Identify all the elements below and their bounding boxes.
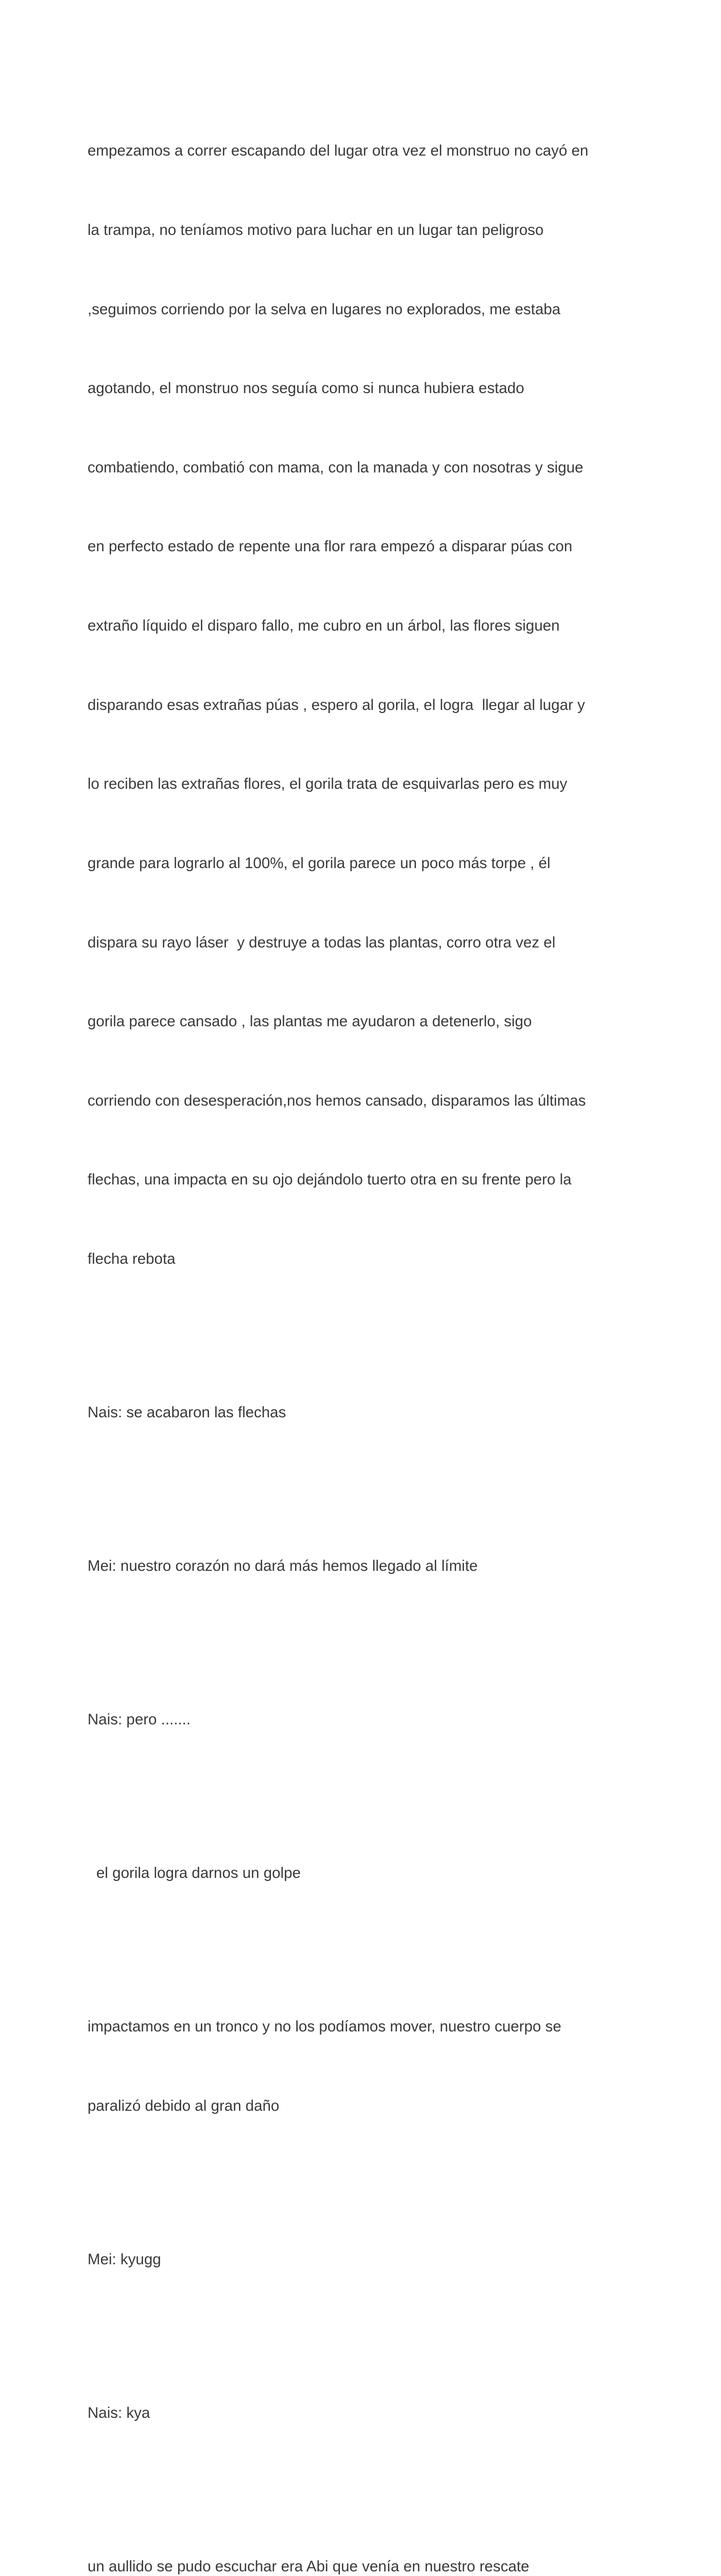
- text-line: flecha rebota: [88, 1250, 176, 1267]
- text-line: grande para lograrlo al 100%, el gorila parece un poco más torpe , él: [88, 854, 551, 872]
- narration-line: [88, 2500, 644, 2576]
- narration-text: un aullido se pudo escuchar era Abi que venía en nuestro rescate: [88, 2557, 529, 2575]
- text-line: dispara su rayo láser y destruye a todas las plantas, corro otra vez el: [88, 934, 556, 951]
- dialogue-line: [88, 2347, 644, 2479]
- text-line: impactamos en un tronco y no los podíamos mover, nuestro cuerpo se: [88, 2018, 561, 2036]
- text-line: la trampa, no teníamos motivo para luchar en un lugar tan peligroso: [88, 222, 544, 239]
- dialogue-text: Nais: se acabaron las flechas: [88, 1403, 286, 1421]
- narration-text: el gorila logra darnos un golpe: [96, 1865, 301, 1882]
- dialogue-text: Mei: kyugg: [88, 2250, 161, 2268]
- text-line: paralizó debido al gran daño: [88, 2097, 280, 2114]
- narrative-paragraph: [88, 85, 644, 1325]
- text-line: ,seguimos corriendo por la selva en lugares no explorados, me estaba: [88, 300, 561, 318]
- dialogue-text: Nais: kya: [88, 2404, 150, 2421]
- dialogue-line: [88, 1500, 644, 1632]
- text-line: disparando esas extrañas púas , espero al gorila, el logra llegar al lugar y: [88, 696, 585, 714]
- text-line: empezamos a correr escapando del lugar otra vez el monstruo no cayó en: [88, 142, 589, 160]
- text-line: gorila parece cansado , las plantas me ayudaron a detenerlo, sigo: [88, 1013, 532, 1030]
- document-body: [88, 85, 644, 2576]
- text-line: en perfecto estado de repente una flor rara empezó a disparar púas con: [88, 538, 573, 555]
- text-line: agotando, el monstruo nos seguía como si nunca hubiera estado: [88, 380, 524, 397]
- dialogue-text: Mei: nuestro corazón no dará más hemos llegado al límite: [88, 1557, 478, 1574]
- narration-paragraph: [88, 1961, 644, 2172]
- dialogue-line: [88, 1654, 644, 1786]
- text-line: extraño líquido el disparo fallo, me cubro en un árbol, las flores siguen: [88, 617, 560, 635]
- text-line: flechas, una impacta en su ojo dejándolo tuerto otra en su frente pero la: [88, 1171, 572, 1189]
- dialogue-text: Nais: pero .......: [88, 1710, 191, 1728]
- narration-line: [88, 1807, 644, 1939]
- text-line: lo reciben las extrañas flores, el gorila trata de esquivarlas pero es muy: [88, 775, 568, 793]
- text-line: corriendo con desesperación,nos hemos cansado, disparamos las últimas: [88, 1092, 586, 1109]
- dialogue-line: [88, 1347, 644, 1479]
- text-line: combatiendo, combatió con mama, con la manada y con nosotras y sigue: [88, 459, 583, 476]
- dialogue-line: [88, 2193, 644, 2325]
